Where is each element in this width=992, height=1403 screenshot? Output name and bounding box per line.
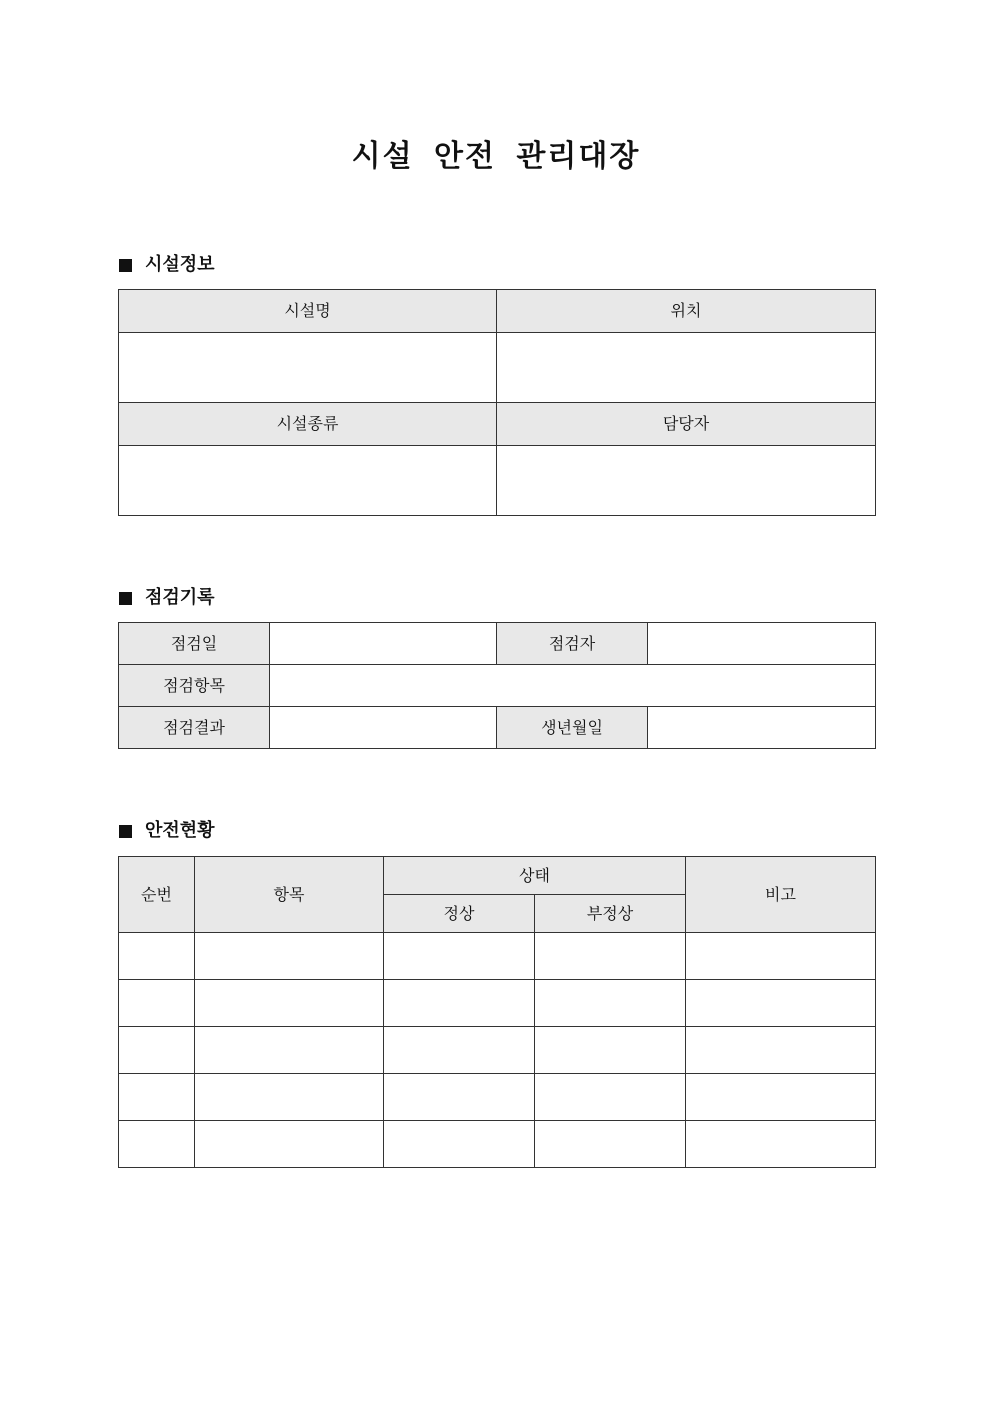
safety-section-heading [119,819,215,843]
inspection-section-heading [119,586,215,610]
row-abnormal-cell[interactable] [535,1074,686,1121]
facility-name-field[interactable] [119,333,497,403]
safety-status-table [118,856,876,1168]
row-remarks-cell[interactable] [686,1074,876,1121]
inspection-result-label: 점검결과 [119,707,270,749]
facility-name-label: 시설명 [119,290,497,333]
table-row [119,1121,876,1168]
square-bullet-icon [119,592,132,605]
row-normal-cell[interactable] [384,933,535,980]
square-bullet-icon [119,259,132,272]
row-abnormal-cell[interactable] [535,933,686,980]
number-column-header: 순번 [119,857,195,933]
row-remarks-cell[interactable] [686,933,876,980]
row-normal-cell[interactable] [384,1121,535,1168]
row-number-cell[interactable] [119,1074,195,1121]
manager-label: 담당자 [497,403,876,446]
row-item-cell[interactable] [195,933,384,980]
row-remarks-cell[interactable] [686,980,876,1027]
facility-section-title: 시설정보 [145,254,215,275]
inspector-label: 점검자 [497,623,648,665]
row-normal-cell[interactable] [384,1074,535,1121]
table-row [119,933,876,980]
row-abnormal-cell[interactable] [535,1027,686,1074]
row-number-cell[interactable] [119,980,195,1027]
row-item-cell[interactable] [195,1027,384,1074]
inspection-result-field[interactable] [270,707,497,749]
row-item-cell[interactable] [195,980,384,1027]
item-column-header: 항목 [195,857,384,933]
inspection-record-table [118,622,876,749]
inspector-field[interactable] [648,623,876,665]
manager-field[interactable] [497,446,876,516]
row-item-cell[interactable] [195,1121,384,1168]
abnormal-column-header: 부정상 [535,895,686,933]
birthdate-field[interactable] [648,707,876,749]
inspection-date-field[interactable] [270,623,497,665]
row-abnormal-cell[interactable] [535,1121,686,1168]
location-field[interactable] [497,333,876,403]
row-number-cell[interactable] [119,933,195,980]
row-normal-cell[interactable] [384,1027,535,1074]
table-row [119,980,876,1027]
remarks-column-header: 비고 [686,857,876,933]
row-remarks-cell[interactable] [686,1121,876,1168]
table-row [119,1074,876,1121]
location-label: 위치 [497,290,876,333]
inspection-section-title: 점검기록 [145,587,215,608]
inspection-items-field[interactable] [270,665,876,707]
page-title: 시설 안전 관리대장 [351,139,641,174]
facility-type-field[interactable] [119,446,497,516]
inspection-items-label: 점검항목 [119,665,270,707]
row-number-cell[interactable] [119,1121,195,1168]
facility-type-label: 시설종류 [119,403,497,446]
inspection-date-label: 점검일 [119,623,270,665]
safety-section-title: 안전현황 [145,820,215,841]
facility-info-table [118,289,876,516]
facility-section-heading [119,253,215,277]
row-remarks-cell[interactable] [686,1027,876,1074]
row-normal-cell[interactable] [384,980,535,1027]
square-bullet-icon [119,825,132,838]
row-number-cell[interactable] [119,1027,195,1074]
birthdate-label: 생년월일 [497,707,648,749]
table-row [119,1027,876,1074]
normal-column-header: 정상 [384,895,535,933]
status-column-header: 상태 [384,857,686,895]
row-abnormal-cell[interactable] [535,980,686,1027]
row-item-cell[interactable] [195,1074,384,1121]
